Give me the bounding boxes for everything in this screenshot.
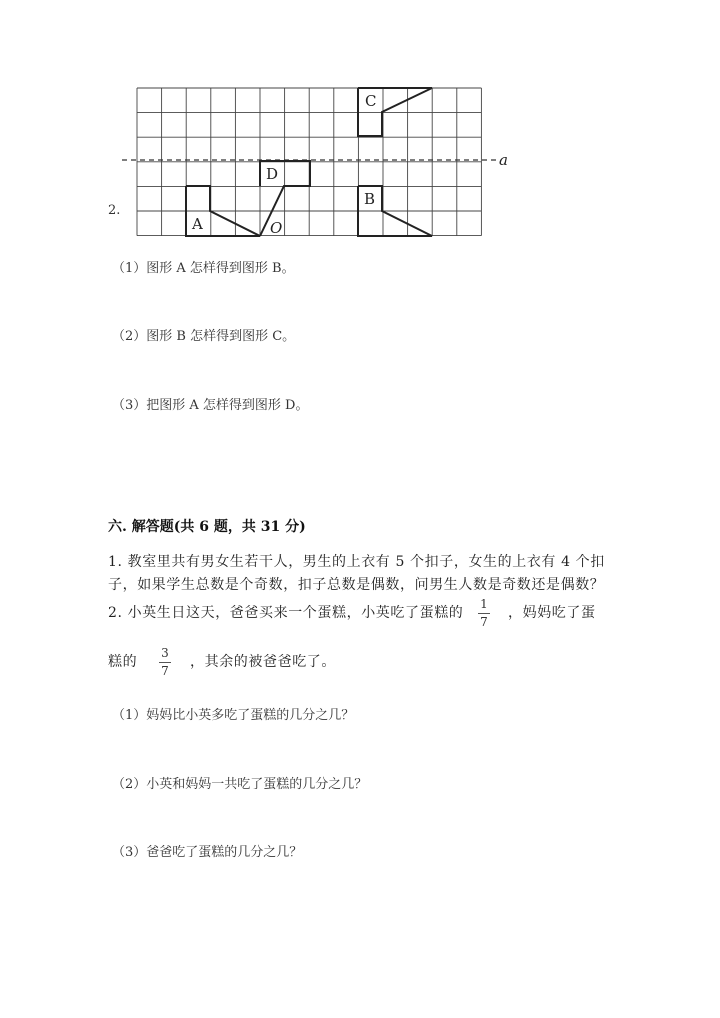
label-c: C (365, 92, 377, 110)
fraction-denominator: 7 (480, 615, 488, 629)
question-1: （1）图形 A 怎样得到图形 B。 (112, 261, 295, 276)
problem-2-line-1-end: ，妈妈吃了蛋 (508, 605, 596, 621)
fraction-three-sevenths (157, 646, 173, 678)
problem-number: 2. (108, 203, 121, 218)
label-d: D (266, 165, 279, 183)
fraction-denominator: 7 (161, 664, 169, 678)
problem-2-line-1-start: 2. 小英生日这天，爸爸买来一个蛋糕，小英吃了蛋糕的 (108, 605, 464, 621)
problem-1-line-2: 子，如果学生总数是个奇数，扣子总数是偶数，问男生人数是奇数还是偶数？ (108, 577, 605, 593)
problem-2-line-2-start: 糕的 (108, 654, 138, 670)
fraction-one-seventh (476, 597, 492, 629)
section-heading: 六. 解答题(共 6 题，共 31 分) (108, 519, 306, 535)
label-a: A (192, 215, 203, 233)
sub-question-2: （2）小英和妈妈一共吃了蛋糕的几分之几？ (112, 777, 368, 792)
sub-question-1: （1）妈妈比小英多吃了蛋糕的几分之几？ (112, 708, 355, 723)
axis-label-a: a (499, 151, 508, 169)
fraction-bar (159, 662, 171, 663)
fraction-numerator: 3 (161, 646, 169, 660)
label-b: B (364, 190, 376, 208)
problem-1-line-1: 1. 教室里共有男女生若干人，男生的上衣有 5 个扣子，女生的上衣有 4 个扣 (108, 554, 605, 570)
sub-question-3: （3）爸爸吃了蛋糕的几分之几？ (112, 845, 303, 860)
question-3: （3）把图形 A 怎样得到图形 D。 (112, 398, 309, 413)
question-2: （2）图形 B 怎样得到图形 C。 (112, 329, 296, 344)
problem-2-line-2-end: ，其余的被爸爸吃了。 (190, 654, 336, 670)
fraction-numerator: 1 (480, 597, 488, 611)
fraction-bar (478, 613, 490, 614)
label-o: O (270, 219, 283, 237)
